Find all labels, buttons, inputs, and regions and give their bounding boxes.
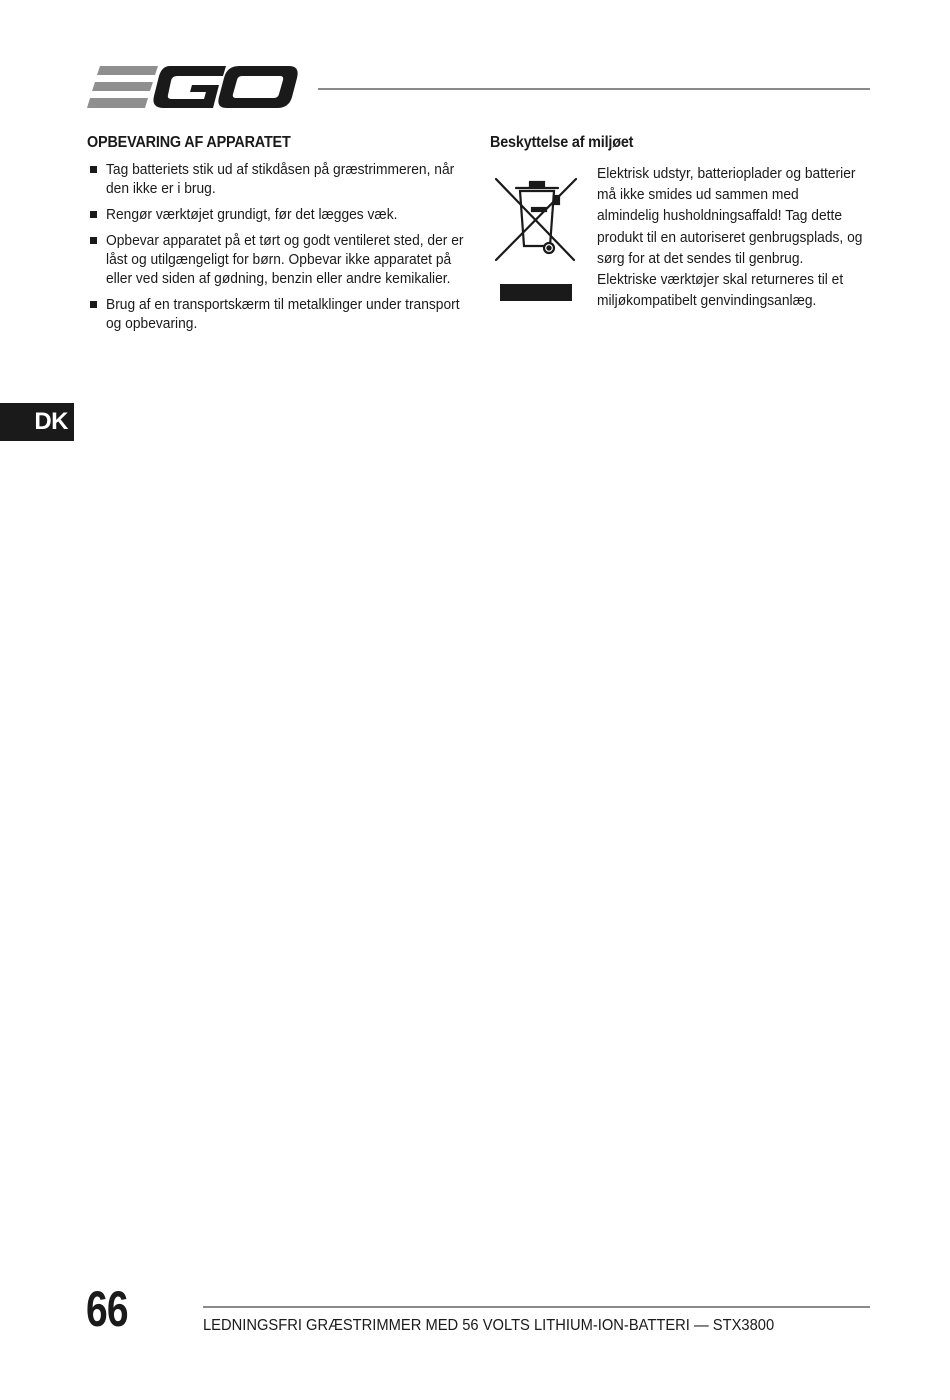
crossed-out-wheelie-bin-icon: [490, 174, 584, 266]
storage-heading: OPBEVARING AF APPARATET: [87, 134, 291, 151]
bullet-square-icon: [90, 211, 97, 218]
list-item: Tag batteriets stik ud af stikdåsen på græstrimmeren, når den ikke er i brug.: [87, 160, 467, 198]
environment-text: Elektrisk udstyr, batterioplader og batterier må ikke smides ud sammen med almindelig husholdningsaffald! Tag dette produkt til en autoriseret genbrugsplads, og sørg for at det sendes til genbrug. Elektriske værktøjer skal returneres til et miljøkompatibelt genvindingsanlæg.: [597, 165, 863, 310]
page-number: 66: [86, 1281, 128, 1337]
language-tab: DK: [0, 403, 74, 441]
storage-section: [87, 134, 467, 340]
header-rule: [318, 88, 870, 90]
ego-logo: [86, 62, 300, 114]
list-item: Opbevar apparatet på et tørt og godt ventileret sted, der er låst og utilgængeligt for børn. Opbevar ikke apparatet på eller ved siden af gødning, benzin eller andre kemikalier.: [87, 231, 467, 288]
list-item: Brug af en transportskærm til metalklinger under transport og opbevaring.: [87, 295, 467, 333]
weee-black-bar: [500, 284, 572, 301]
bullet-square-icon: [90, 166, 97, 173]
bullet-square-icon: [90, 301, 97, 308]
environment-section: [490, 134, 875, 310]
list-item: Rengør værktøjet grundigt, før det lægges væk.: [87, 205, 467, 224]
footer-rule: [203, 1306, 870, 1308]
environment-heading: Beskyttelse af miljøet: [490, 134, 634, 151]
footer-title: LEDNINGSFRI GRÆSTRIMMER MED 56 VOLTS LITHIUM-ION-BATTERI — STX3800: [203, 1317, 775, 1334]
storage-list: [87, 160, 467, 333]
bullet-square-icon: [90, 237, 97, 244]
